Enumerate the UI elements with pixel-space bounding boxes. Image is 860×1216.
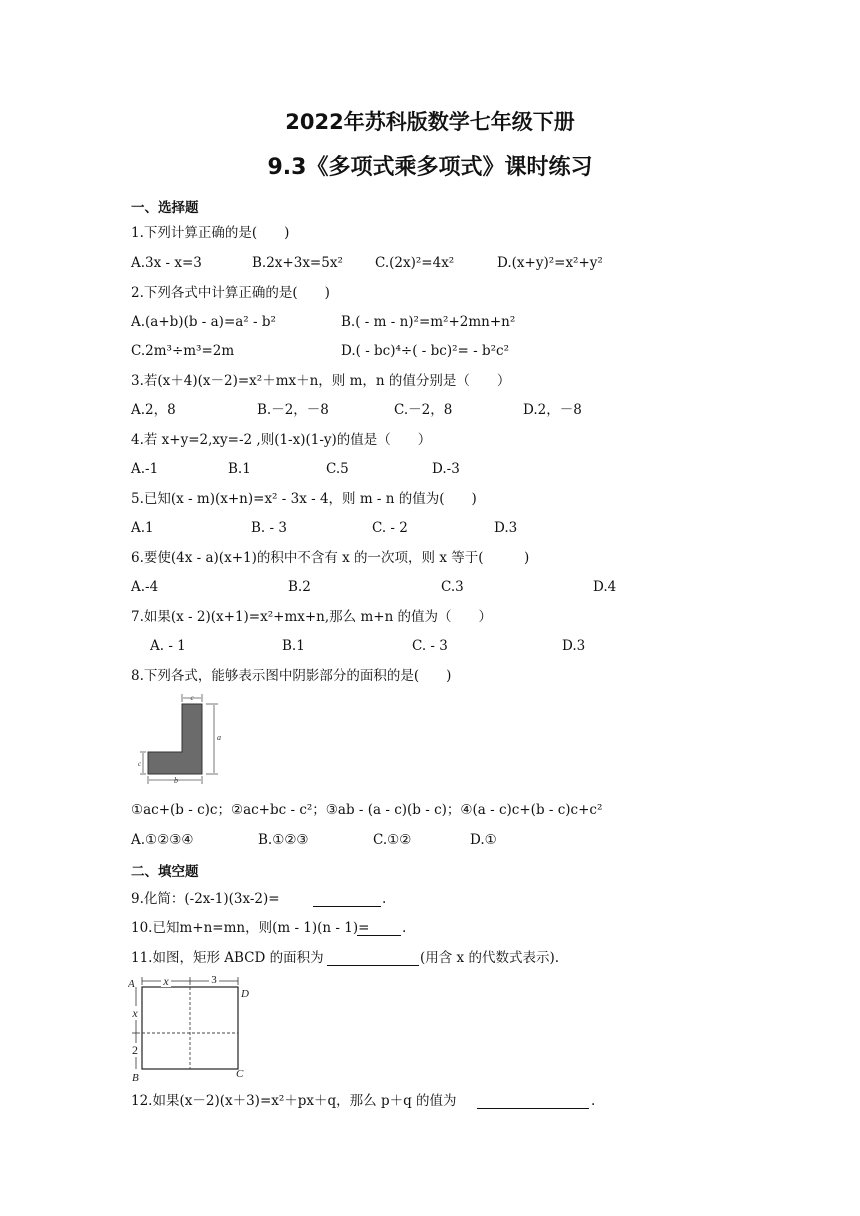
question-3-option-c: C.－2，8: [394, 402, 453, 418]
label-3-top: 3: [211, 974, 217, 986]
l-shape-figure: [138, 690, 230, 788]
question-6-stem: 6.要使(4x - a)(x+1)的积中不含有 x 的一次项，则 x 等于( ): [131, 550, 530, 566]
label-c-left: c: [138, 760, 142, 768]
document-title: 2022年苏科版数学七年级下册: [285, 110, 575, 134]
question-8-option-d: D.①: [470, 832, 497, 848]
question-8-option-c: C.①②: [373, 832, 412, 848]
question-7-option-c: C. - 3: [412, 638, 448, 654]
question-4-option-a: A.-1: [131, 461, 159, 477]
question-11-stem: 11.如图，矩形 ABCD 的面积为: [131, 950, 324, 966]
question-5-option-b: B. - 3: [251, 520, 287, 536]
question-12-end: .: [591, 1093, 596, 1109]
question-10-stem: 10.已知m+n=mn，则(m - 1)(n - 1)=: [131, 920, 370, 936]
question-8-option-a: A.①②③④: [131, 832, 194, 848]
answer-blank-10: [357, 934, 401, 936]
label-x-top: x: [163, 974, 169, 988]
question-4-option-b: B.1: [228, 461, 251, 477]
question-8-expressions: ①ac+(b - c)c；②ac+bc - c²；③ab - (a - c)(b - c)；④(a - c)c+(b - c)c+c²: [131, 802, 603, 818]
answer-blank-9: [313, 905, 381, 907]
question-2-option-d: D.( - bc)⁴÷( - bc)²= - b²c²: [341, 343, 510, 359]
question-8-stem: 8.下列各式，能够表示图中阴影部分的面积的是( ): [131, 668, 452, 684]
document-subtitle: 9.3《多项式乘多项式》课时练习: [267, 155, 593, 180]
question-5-option-a: A.1: [131, 520, 154, 536]
question-7-option-b: B.1: [282, 638, 305, 654]
question-7-option-a: A. - 1: [150, 638, 186, 654]
label-2-left: 2: [132, 1043, 138, 1057]
vertex-a-label: A: [128, 978, 135, 990]
question-6-option-a: A.-4: [131, 579, 159, 595]
vertex-b-label: B: [132, 1072, 139, 1084]
question-3-stem: 3.若(x＋4)(x－2)=x²＋mx＋n，则 m，n 的值分别是（ ）: [131, 373, 511, 389]
question-5-option-c: C. - 2: [372, 520, 408, 536]
question-3-option-b: B.－2，－8: [257, 402, 329, 418]
question-1-option-c: C.(2x)²=4x²: [375, 255, 455, 271]
question-6-option-c: C.3: [441, 579, 464, 595]
question-11-end: (用含 x 的代数式表示).: [420, 950, 560, 966]
question-7-stem: 7.如果(x - 2)(x+1)=x²+mx+n,那么 m+n 的值为（ ）: [131, 609, 493, 625]
question-9-stem: 9.化简：(-2x-1)(3x-2)=: [131, 891, 280, 907]
question-7-option-d: D.3: [562, 638, 586, 654]
question-2-option-c: C.2m³÷m³=2m: [131, 343, 235, 359]
answer-blank-12: [477, 1107, 589, 1109]
question-10-end: .: [402, 920, 407, 936]
question-6-option-d: D.4: [593, 579, 617, 595]
section-heading-fill: 二、填空题: [131, 864, 199, 880]
question-1-option-d: D.(x+y)²=x²+y²: [497, 255, 603, 271]
label-x-left: x: [132, 1006, 138, 1020]
answer-blank-11: [327, 964, 419, 966]
section-heading-choice: 一、选择题: [131, 200, 199, 216]
rectangle-abcd-figure: [128, 973, 256, 1085]
question-3-option-d: D.2，－8: [523, 402, 582, 418]
question-2-option-a: A.(a+b)(b - a)=a² - b²: [131, 314, 276, 330]
question-6-option-b: B.2: [288, 579, 311, 595]
label-c-top: c: [190, 694, 194, 702]
label-b-bottom: b: [174, 776, 178, 785]
question-1-stem: 1.下列计算正确的是( ): [131, 225, 290, 241]
question-5-option-d: D.3: [494, 520, 518, 536]
question-3-option-a: A.2，8: [131, 402, 176, 418]
question-1-option-a: A.3x - x=3: [131, 255, 202, 271]
question-2-option-b: B.( - m - n)²=m²+2mn+n²: [341, 314, 516, 330]
question-4-option-c: C.5: [326, 461, 349, 477]
question-9-end: .: [382, 891, 387, 907]
question-8-option-b: B.①②③: [258, 832, 309, 848]
question-2-stem: 2.下列各式中计算正确的是( ): [131, 285, 330, 301]
label-a-right: a: [217, 733, 221, 742]
question-4-stem: 4.若 x+y=2,xy=-2 ,则(1-x)(1-y)的值是（ ）: [131, 432, 432, 448]
question-5-stem: 5.已知(x - m)(x+n)=x² - 3x - 4，则 m - n 的值为( ): [131, 491, 477, 507]
vertex-c-label: C: [236, 1068, 244, 1080]
question-4-option-d: D.-3: [432, 461, 460, 477]
question-12-stem: 12.如果(x－2)(x＋3)=x²＋px＋q，那么 p＋q 的值为: [131, 1093, 457, 1109]
question-1-option-b: B.2x+3x=5x²: [252, 255, 343, 271]
vertex-d-label: D: [241, 988, 249, 1000]
